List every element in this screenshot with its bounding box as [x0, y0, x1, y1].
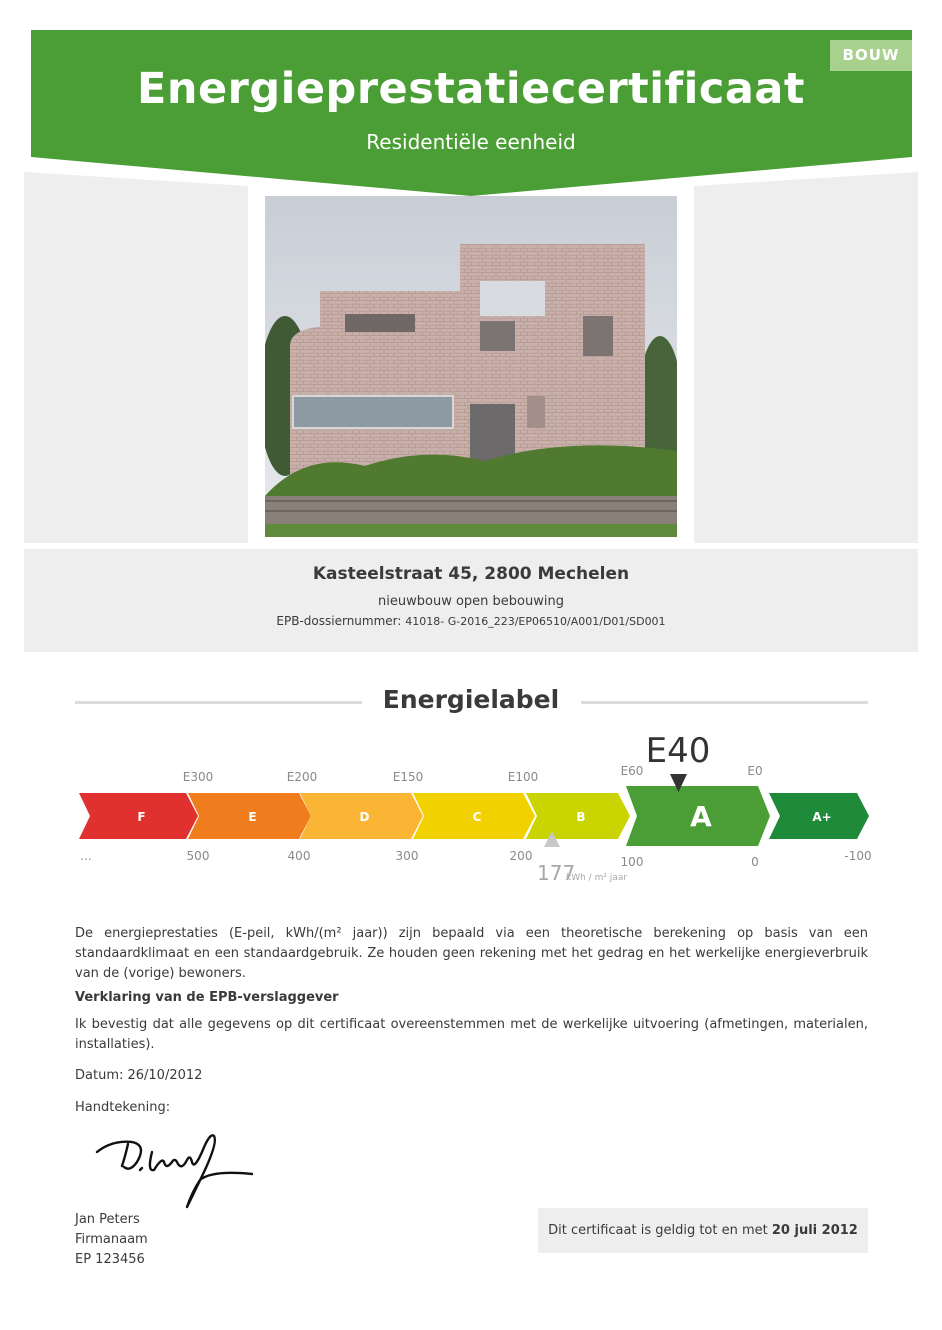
building-type: nieuwbouw open bebouwing: [378, 594, 564, 609]
kwh-tick-label: 300: [395, 849, 419, 863]
right-grey-panel: [694, 172, 918, 543]
declaration-text: Ik bevestig dat alle gegevens op dit certificaat overeenstemmen met de werkelijke uitvoering (afmetingen, materialen, installaties).: [75, 1017, 868, 1052]
energy-class-label: F: [137, 810, 146, 824]
signature-image: [92, 1122, 262, 1212]
energy-scale: [0, 720, 942, 890]
kwh-tick-label: ...: [80, 849, 92, 863]
energy-class-label: C: [472, 810, 482, 824]
property-address: Kasteelstraat 45, 2800 Mechelen: [312, 564, 630, 584]
page-subtitle: Residentiële eenheid: [366, 130, 576, 154]
explanation-text: De energieprestaties (E-peil, kWh/(m² jaar)) zijn bepaald via een theoretische berekening op basis van een standaardklimaat en een standaardgebruik. Ze houden geen rekening met het gedrag en het werkelijke energieverbruik van de (vorige) bewoners.: [75, 926, 868, 981]
signer-company: Firmanaam: [75, 1232, 148, 1247]
divider-right: [581, 701, 868, 704]
reference-value: 177: [537, 861, 576, 885]
validity-box: [538, 1208, 868, 1253]
energy-label-heading: Energielabel: [382, 685, 560, 714]
kwh-tick-label: 500: [186, 849, 210, 863]
energy-class-label: A+: [812, 810, 832, 824]
e-level-label: E100: [507, 770, 539, 784]
kwh-tick-label: -100: [844, 849, 872, 863]
e-level-label: E300: [182, 770, 214, 784]
dossier-number: 41018- G-2016_223/EP06510/A001/D01/SD001: [405, 615, 666, 628]
energy-class-label: E: [248, 810, 257, 824]
kwh-tick-label: 200: [509, 849, 533, 863]
signer-ep-number: EP 123456: [75, 1252, 145, 1267]
kwh-tick-label: 0: [751, 855, 759, 869]
e-level-label: E150: [392, 770, 424, 784]
declaration-title: Verklaring van de EPB-verslaggever: [75, 990, 339, 1005]
signer-name: Jan Peters: [75, 1212, 140, 1227]
signature-label: Handtekening:: [75, 1100, 171, 1115]
energy-class-label: B: [576, 810, 586, 824]
signer-block: [75, 1210, 148, 1270]
energy-class-label: D: [359, 810, 370, 824]
e-level-label: E200: [286, 770, 318, 784]
e-level-label: E60: [620, 764, 644, 778]
divider-left: [75, 701, 362, 704]
reference-unit: kWh / m² jaar: [566, 873, 628, 883]
bouw-tag: BOUW: [830, 40, 912, 71]
kwh-tick-label: 400: [287, 849, 311, 863]
page-title: Energieprestatiecertificaat: [137, 64, 805, 114]
validity-date: 20 juli 2012: [771, 1223, 858, 1238]
left-grey-panel: [24, 172, 248, 543]
kwh-tick-label: 100: [620, 855, 644, 869]
energy-class-label: A: [690, 800, 712, 833]
e-level-label: E0: [747, 764, 763, 778]
dossier-line: [24, 614, 918, 628]
current-e-value: E40: [645, 731, 711, 771]
dossier-label: EPB-dossiernummer:: [276, 614, 402, 628]
validity-prefix: Dit certificaat is geldig tot en met: [548, 1223, 768, 1238]
building-photo: [265, 196, 677, 537]
date-line: Datum: 26/10/2012: [75, 1068, 203, 1083]
